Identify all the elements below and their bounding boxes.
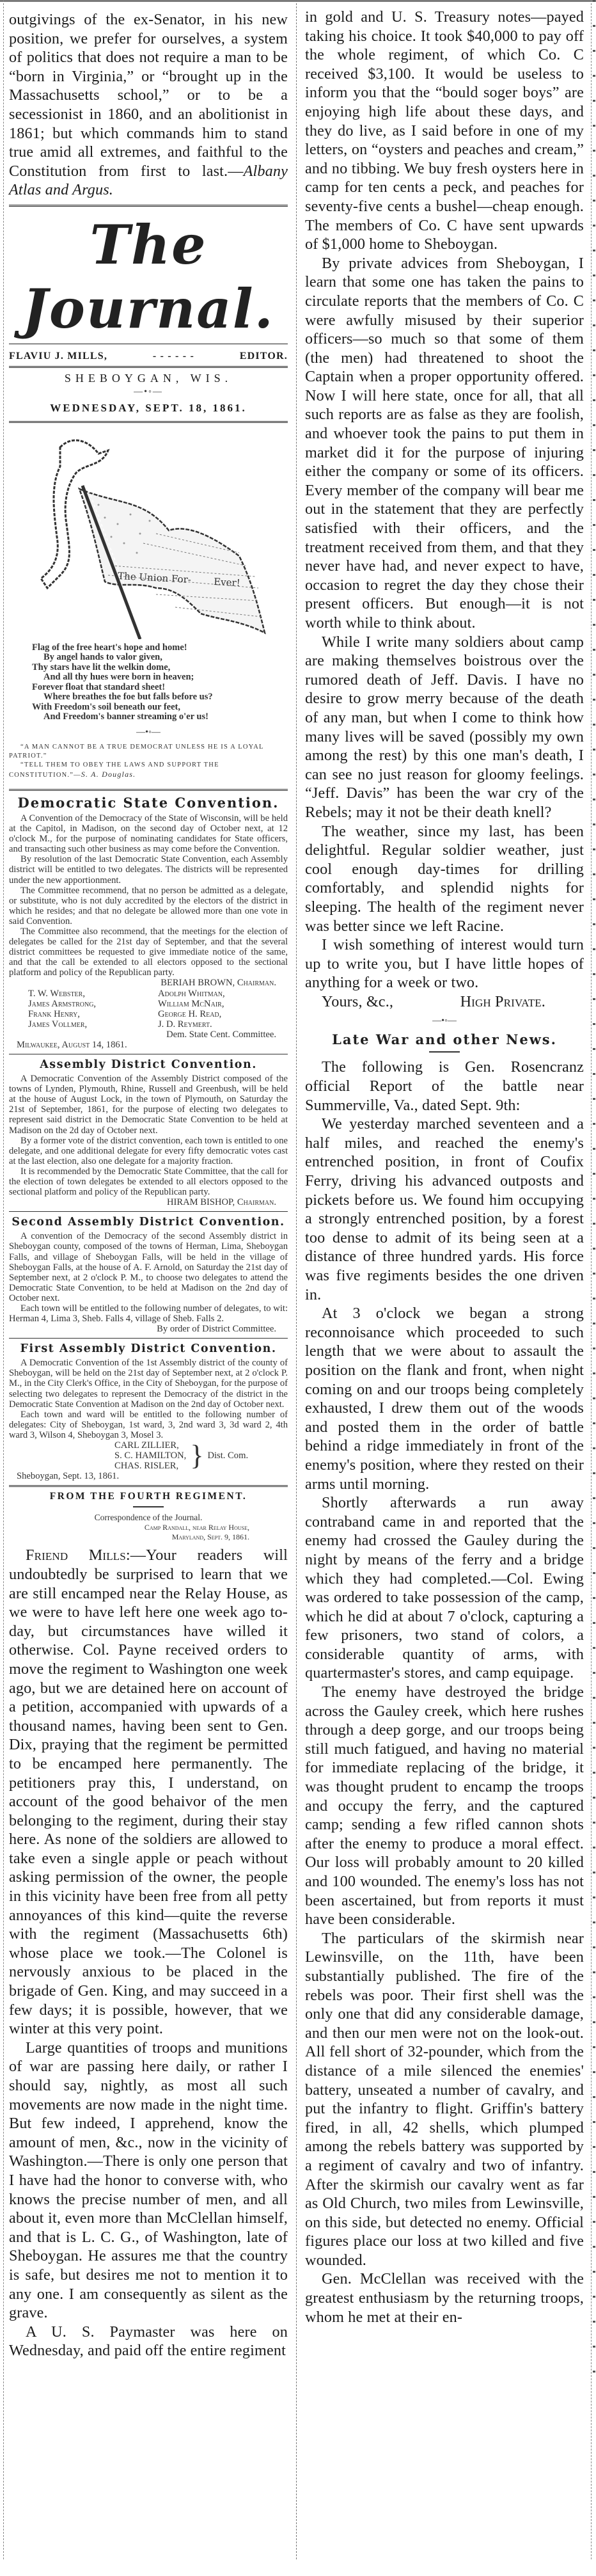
assembly-district-article	[9, 1074, 288, 1207]
committee-members	[9, 989, 288, 1030]
committee-member: CHAS. RISLER,	[114, 1461, 179, 1472]
right-column-rule	[591, 0, 592, 2559]
poem-line: Thy stars have lit the welkin dome,	[32, 662, 171, 672]
paragraph: Each town will be entitled to the following number of delegates, to wit: Herman 4, Lima 3, Sheb. Falls 4, village of Sheb. Falls 2.	[9, 1303, 288, 1324]
union-flag-illustration	[9, 428, 288, 639]
sign-off-closing: Yours, &c.,	[322, 992, 394, 1010]
ornament-divider: —•◦—	[134, 386, 163, 397]
paragraph: —Your readers will undoubtedly be surprised to learn that we are still encamped near the Relay House, as we were to have left here one week ago to-day, but circumstances have willed it otherwise. Col. Payne received orders to move the regiment to Washington one week ago, but we are detained here on account of a petition, accompanied with upwards of a thousand names, having been sent to Gen. Dix, praying that the regiment be permitted to be encamped here permanently. The petitioners pray this, I understand, on account of the good behaivor of the men belonging to the regiment, during their stay here. As none of the soldiers are allowed to take even a single apple or peach without asking permission of the owner, the people in this vicinity have been free from all petty annoyances of this kind—quite the reverse with the regiment (Massachusetts 6th) whose place we took.—The Colonel is nervously anxious to be placed in the brigade of Gen. King, and may succeed in a few days; it is possible, however, that we winter at this very point.	[9, 1546, 288, 2038]
paragraph: The enemy have destroyed the bridge across the Gauley creek, which here rushes through a deep gorge, and our troops being still much fatigued, and having no material for immediate replacing of the bridge, it was thought prudent to encamp the troops and occupy the ferry, and the captured camp; sending a few rifled cannon shots after the enemy to produce a moral effect. Our loss will probably amount to 20 killed and 100 wounded. The enemy's loss has not been ascertained, but from reports it must have been considerable.	[305, 1683, 584, 1928]
paragraph: It is recommended by the Democratic State Committee, that the call for the election of town delegates be extended to all electors opposed to the sectional platform and policy of the Republican party.	[9, 1166, 288, 1198]
editor-dashes: - - - - - -	[152, 350, 194, 362]
left-column-rule	[3, 0, 4, 2559]
correspondence-label: Correspondence of the Journal.	[94, 1513, 203, 1523]
editor-line	[9, 347, 288, 366]
poem-line: Where breathes the foe but falls before us?	[43, 692, 213, 703]
poem-line: Flag of the free heart's hope and home!	[32, 642, 187, 653]
center-column-rule	[296, 0, 297, 2559]
paragraph: While I write many soldiers about camp are making themselves boistrous over the rumored death of Jeff. Davis. I have no desire to grow merry because of the death of any man, but when I come to think how many lives will be saved (possibly my own among the rest) by this one man's death, I can see no just reason for gloomy feelings. “Jeff. Davis” has been the war cry of the Rebels; may it not be their death knell?	[305, 633, 584, 821]
paragraph: The following is Gen. Rosencranz official Report of the battle near Summerville, Va., dated Sept. 9th:	[305, 1058, 584, 1114]
short-rule	[429, 1051, 460, 1053]
section-rule	[9, 1338, 288, 1339]
member: Adolph Whitman,	[158, 988, 225, 999]
dateline: Sheboygan, Sept. 13, 1861.	[17, 1471, 120, 1482]
paragraph: A U. S. Paymaster was here on Wednesday, and paid off the entire regiment	[9, 2323, 288, 2360]
fourth-regiment-letter	[9, 1546, 288, 2360]
ornament-divider: —•◦—	[136, 727, 161, 737]
quote-1: “A MAN CANNOT BE A TRUE DEMOCRAT UNLESS HE IS A LOYAL PATRIOT.”	[9, 743, 264, 759]
member: James Armstrong,	[28, 998, 97, 1009]
douglas-quotes	[9, 743, 288, 780]
paragraph: A convention of the Democracy of the second Assembly district in Sheboygan county, composed of the towns of Herman, Lima, Sheboygan Falls, and village of Sheboygan Falls, will be held in the village of Sheboygan Falls, at the house of A. F. Arnold, on Saturday the 21st day of September next, at 2 o'clock P. M., to choose two delegates to attend the Democratic State Convention, to be held at Madison on the 2nd day of October next.	[9, 1231, 288, 1303]
paragraph: Gen. McClellan was received with the greatest enthusiasm by the returning troops, whom he met at their en-	[305, 2270, 584, 2326]
letter-sign-off	[305, 992, 584, 1012]
committee-member: S. C. HAMILTON,	[114, 1451, 187, 1461]
paragraph: Shortly afterwards a run away contraband came in and reported that the enemy had crossed the Gauley during the night by means of the ferry and a bridge which they had completed.—Col. Ewing was ordered to take possession of the camp, which he did at about 7 o'clock, capturing a few prisoners, two stand of colors, a considerable quantity of arms, with quartermaster's stores, and camp equipage.	[305, 1494, 584, 1682]
quote-2: “TELL THEM TO OBEY THE LAWS AND SUPPORT THE CONSTITUTION.”—	[9, 761, 219, 779]
letter-continued	[305, 8, 584, 1011]
paragraph: By resolution of the last Democratic State Convention, each Assembly district will be entitled to two delegates. The districts will be represented under the new apportionment.	[9, 854, 288, 886]
heading-second-assembly: Second Assembly District Convention.	[12, 1216, 285, 1229]
intro-source: Albany Atlas and Argus.	[9, 162, 288, 199]
flag-banner-left: The Union For-	[117, 569, 192, 585]
committee-label: Dem. State Cent. Committee.	[166, 1029, 276, 1040]
camp-line-1: Camp Randall, near Relay House,	[144, 1523, 249, 1532]
member: Frank Henry,	[28, 1008, 80, 1019]
second-assembly-article	[9, 1231, 288, 1334]
heading-first-assembly: First Assembly District Convention.	[20, 1342, 277, 1356]
member: William McNair,	[158, 998, 224, 1009]
right-column	[305, 4, 584, 2326]
paragraph: A Democratic Convention of the 1st Assembly district of the county of Sheboygan, will be held on the 21st day of September next, at 2 o'clock P. M., in the City Clerk's Office, in the City of Sheboygan, for the purpose of selecting two delegates to represent the Democracy of the district in the Democratic State Convention at Madison on the 2nd day of October next.	[9, 1358, 288, 1410]
camp-line-2: Maryland, Sept. 9, 1861.	[171, 1532, 249, 1542]
masthead-title: The Journal.	[22, 212, 274, 340]
masthead-date: WEDNESDAY, SEPT. 18, 1861.	[50, 401, 247, 414]
poem-line: Forever float that standard sheet!	[32, 681, 166, 692]
order-signature: By order of District Committee.	[157, 1324, 276, 1335]
masthead-place: SHEBOYGAN, WIS.	[64, 371, 233, 385]
heading-fourth-regiment: FROM THE FOURTH REGIMENT.	[49, 1491, 247, 1502]
first-assembly-article	[9, 1358, 288, 1481]
committee-member: CARL ZILLIER,	[114, 1440, 179, 1451]
union-flag-icon	[28, 428, 271, 639]
paragraph: By private advices from Sheboygan, I learn that some one has taken the pains to circulate reports that the members of Co. C were awfully misused by their superior officers—so much so that some of them (the men) had threatened to shoot the Captain when a proper opportunity offered. Now I will here state, once for all, that all such reports are as false as they are foolish, and whoever took the pains to put them in market did it for the purpose of injuring either the company or some of its officers. Every member of the company will bear me out in the statement that they are perfectly satisfied with their officers, and the treatment received from them, and that they never have had, and never expect to have, occasion to regret the day they chose their present officers. But enough—it is not worth while to think about.	[305, 254, 584, 632]
paragraph: The Committee also recommend, that the meetings for the election of delegates be called for the 21st day of September, and that the several district committees be requested to give immediate notice of the same, and that the call be extended to all electors opposed to the sectional platform and policy of the Republican party.	[9, 926, 288, 978]
date-rule	[9, 421, 288, 423]
chairman-signature: BERIAH BROWN, Chairman.	[161, 978, 276, 989]
member: T. W. Webster,	[28, 988, 85, 999]
section-rule	[9, 1211, 288, 1212]
poem	[9, 643, 288, 722]
heading-dem-state-convention: Democratic State Convention.	[17, 794, 279, 811]
late-war-news-article	[305, 1058, 584, 2326]
chairman-signature: HIRAM BISHOP, Chairman.	[166, 1197, 276, 1208]
poem-line: With Freedom's soil beneath our feet,	[32, 701, 180, 712]
paragraph: in gold and U. S. Treasury notes—payed taking his choice. It took $40,000 to pay off the whole regiment, of which Co. C received $3,100. It would be useless to inform you that the “bould soger boys” are enjoying high life about these days, and they do live, as I said before in one of my letters, on “oysters and peaches and cream,” and no tibbing. We buy fresh oysters here in camp for ten cents a peck, and peaches for seventy-five cents a bushel—cheap enough. The members of Co. C have sent upwards of $1,000 home to Sheboygan.	[305, 8, 584, 253]
ornament-divider: —•◦—	[432, 1016, 457, 1026]
paragraph: A Democratic Convention of the Assembly District composed of the towns of Lynden, Plymouth, Rhine, Russell and Greenbush, will be held at the house of August Lock, in the town of Plymouth, on Saturday the 21st of September, 1861, for the purpose of electing two delegates to represent said district in the Democratic State Convention to be held at Madison on the 2d day of October next.	[9, 1074, 288, 1136]
member: George H. Read,	[158, 1008, 222, 1019]
brace-icon: }	[190, 1440, 204, 1472]
flag-banner-right: Ever!	[213, 575, 241, 589]
paragraph: I wish something of interest would turn up to write you, but I have little hopes of anything for a week or two.	[305, 936, 584, 992]
poem-line: And Freedom's banner streaming o'er us!	[43, 712, 208, 722]
paragraph: Large quantities of troops and munitions of war are passing here daily, or rather I should say, nightly, as most all such movements are now made in the night time. But few indeed, I apprehend, know the amount of men, &c., now in the vicinity of Washington.—There is only one person that I have had the honor to converse with, who knows the precise number of men, and all about it, even more than McClellan himself, and that is L. C. G., of Washington, late of Sheboygan. He assures me that the country is safe, but desires me not to mention it to any one. I am consequently as silent as the grave.	[9, 2039, 288, 2322]
member: J. D. Reymert.	[158, 1019, 212, 1030]
poem-line: By angel hands to valor given,	[43, 652, 162, 663]
committee-label: Dist. Com.	[207, 1451, 249, 1461]
section-rule	[9, 1485, 288, 1487]
editor-name: FLAVIU J. MILLS,	[9, 350, 108, 362]
left-column	[9, 4, 288, 2360]
salutation: Friend Mills:	[26, 1546, 130, 1564]
district-committee	[9, 1440, 288, 1471]
paragraph: Each town and ward will be entitled to the following number of delegates: City of Sheboygan, 1st ward, 3, 2nd ward 3, 3d ward 2, 4th ward 3, Wilson 4, Sheboygan 3, Mosel 3.	[9, 1409, 288, 1440]
member: James Vollmer,	[28, 1019, 88, 1030]
sign-off-name: High Private.	[460, 992, 545, 1010]
paragraph: By a former vote of the district convention, each town is entitled to one delegate, and one additional delegate for every fifty democratic votes cast at the last election, also one delegate for a majority fraction.	[9, 1135, 288, 1166]
section-rule	[9, 789, 288, 791]
heading-late-war-news: Late War and other News.	[332, 1031, 557, 1048]
dateline: Milwaukee, August 14, 1861.	[17, 1040, 127, 1050]
paragraph: We yesterday marched seventeen and a half miles, and reached the enemy's entrenched position, in front of Coufix Ferry, driving his advanced outposts and pickets before us. We found him occupying a strongly entrenched position, by a forest too dense to admit of its being seen at a distance of three hundred yards. His force was five regiments besides the one driven in.	[305, 1115, 584, 1303]
quote-author: S. A. Douglas.	[81, 769, 136, 779]
dem-state-convention-article	[9, 813, 288, 1050]
top-rule	[0, 0, 596, 2]
editor-label: EDITOR.	[239, 350, 288, 362]
paragraph: The Committee recommend, that no person be admitted as a delegate, or substitute, who is not duly accredited by the electors of the district in which he resides; and that no delegate be allowed more than one vote in said Convention.	[9, 885, 288, 926]
short-rule	[133, 1506, 164, 1507]
paragraph: The particulars of the skirmish near Lewinsville, on the 11th, have been substantially published. The fire of the rebels was poor. Their first shell was the only one that did any considerable damage, and then our men were not on the look-out. All fell short of 32-pounder, which from the distance of a mile silenced the enemies' battery, unseated a number of cavalry, and put the infantry to flight. Griffin's battery fired, in all, 42 shells, which plumped among the rebels battery was supported by a regiment of cavalry and two of infantry. After the skirmish our cavalry went as far as Old Church, two miles from Lewinsville, on this side, but detected no enemy. Official figures place our loss at two killed and five wounded.	[305, 1929, 584, 2269]
paragraph: At 3 o'clock we began a strong reconnoisance which proceeded to such length that we were about to assault the position on the flank and front, when night coming on and our troops being completely exhausted, I drew them out of the woods and posted them in the order of battle behind a ridge immediately in front of the enemy's position, where they rested on their arms until morning.	[305, 1305, 584, 1493]
intro-paragraph: outgivings of the ex-Senator, in his new position, we prefer for ourselves, a system of politics that does not require a man to be “born in Virginia,” or “brought up in the Massachusetts school,” or to be a secessionist in 1860, and an abolitionist in 1861; but which commands him to stand true amid all extremes, and faithful to the Constitution from first to last.—	[9, 11, 288, 180]
heading-assembly-district-convention: Assembly District Convention.	[40, 1058, 257, 1072]
intro-article	[9, 10, 288, 200]
masthead-top-rule	[9, 205, 288, 207]
adjacent-column-bleed	[593, 0, 596, 2576]
poem-line: And all thy hues were born in heaven;	[43, 672, 194, 683]
paragraph: The weather, since my last, has been delightful. Regular soldier weather, just cool enough day-times for drilling comfortably, and splendid nights for sleeping. The health of the regiment never was better since we left Racine.	[305, 822, 584, 935]
paragraph: A Convention of the Democracy of the State of Wisconsin, will be held at the Capitol, in Madison, on the second day of October next, at 12 o'clock M., for the purpose of nominating candidates for State officers, and transacting such other business as may come before the Convention.	[9, 813, 288, 855]
